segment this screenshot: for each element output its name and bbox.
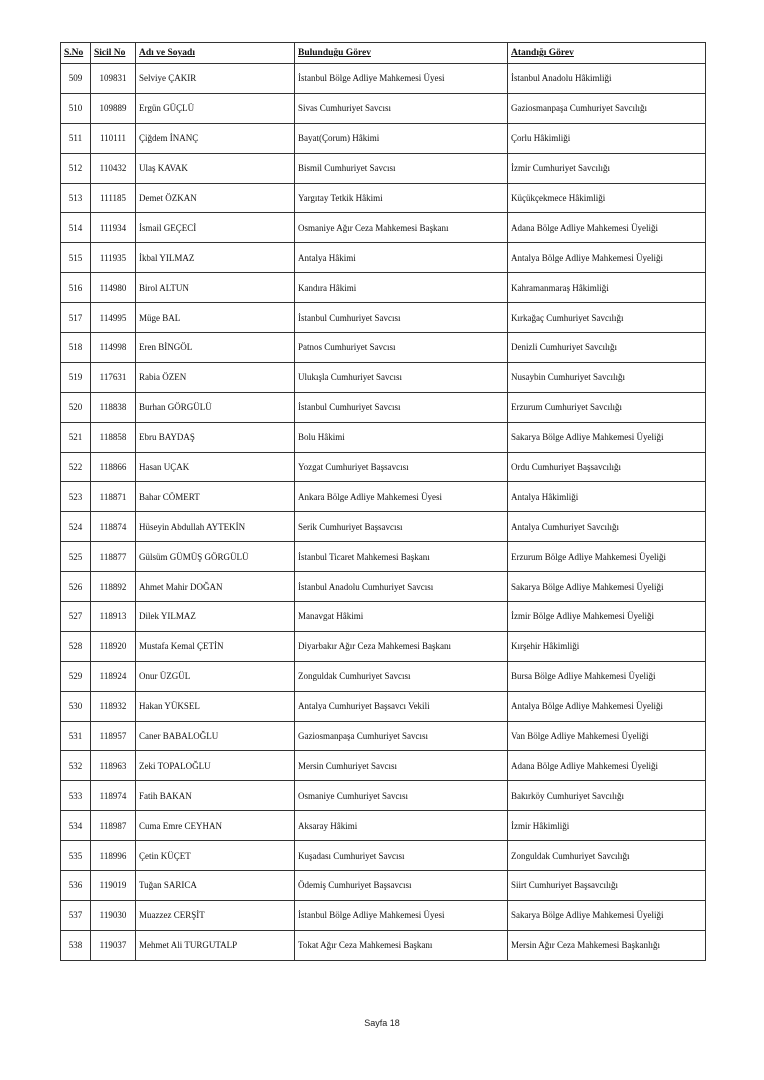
cell-sno: 530 xyxy=(61,691,91,721)
cell-sno: 509 xyxy=(61,64,91,94)
cell-name: Zeki TOPALOĞLU xyxy=(136,751,295,781)
cell-sicil-no: 119019 xyxy=(91,871,136,901)
cell-current-position: Diyarbakır Ağır Ceza Mahkemesi Başkanı xyxy=(295,631,508,661)
cell-name: Mehmet Ali TURGUTALP xyxy=(136,930,295,960)
cell-sicil-no: 118996 xyxy=(91,841,136,871)
cell-sno: 522 xyxy=(61,452,91,482)
cell-sno: 521 xyxy=(61,422,91,452)
cell-name: Müge BAL xyxy=(136,303,295,333)
cell-name: Mustafa Kemal ÇETİN xyxy=(136,631,295,661)
cell-current-position: Osmaniye Cumhuriyet Savcısı xyxy=(295,781,508,811)
cell-sno: 515 xyxy=(61,243,91,273)
cell-name: Hakan YÜKSEL xyxy=(136,691,295,721)
cell-name: Birol ALTUN xyxy=(136,273,295,303)
cell-name: Cuma Emre CEYHAN xyxy=(136,811,295,841)
cell-sicil-no: 119037 xyxy=(91,930,136,960)
header-name: Adı ve Soyadı xyxy=(136,43,295,64)
cell-current-position: İstanbul Anadolu Cumhuriyet Savcısı xyxy=(295,572,508,602)
table-body xyxy=(61,64,706,961)
cell-sno: 520 xyxy=(61,392,91,422)
cell-sno: 534 xyxy=(61,811,91,841)
table-row xyxy=(61,721,706,751)
cell-assigned-position: Gaziosmanpaşa Cumhuriyet Savcılığı xyxy=(508,93,706,123)
cell-sicil-no: 114995 xyxy=(91,303,136,333)
cell-sno: 523 xyxy=(61,482,91,512)
cell-assigned-position: Denizli Cumhuriyet Savcılığı xyxy=(508,333,706,363)
cell-sno: 518 xyxy=(61,333,91,363)
table-row xyxy=(61,243,706,273)
table-row xyxy=(61,392,706,422)
cell-name: Caner BABALOĞLU xyxy=(136,721,295,751)
cell-current-position: İstanbul Bölge Adliye Mahkemesi Üyesi xyxy=(295,64,508,94)
cell-assigned-position: Mersin Ağır Ceza Mahkemesi Başkanlığı xyxy=(508,930,706,960)
cell-sicil-no: 110432 xyxy=(91,153,136,183)
cell-current-position: Antalya Hâkimi xyxy=(295,243,508,273)
cell-sno: 528 xyxy=(61,631,91,661)
cell-sicil-no: 118838 xyxy=(91,392,136,422)
table-row xyxy=(61,183,706,213)
table-row xyxy=(61,362,706,392)
cell-current-position: Patnos Cumhuriyet Savcısı xyxy=(295,333,508,363)
cell-sicil-no: 111185 xyxy=(91,183,136,213)
table-row xyxy=(61,482,706,512)
cell-name: Çiğdem İNANÇ xyxy=(136,123,295,153)
cell-sicil-no: 118932 xyxy=(91,691,136,721)
cell-current-position: İstanbul Bölge Adliye Mahkemesi Üyesi xyxy=(295,900,508,930)
cell-name: Gülsüm GÜMÜŞ GÖRGÜLÜ xyxy=(136,542,295,572)
cell-sicil-no: 111935 xyxy=(91,243,136,273)
cell-sicil-no: 118913 xyxy=(91,602,136,632)
cell-sicil-no: 117631 xyxy=(91,362,136,392)
cell-assigned-position: Ordu Cumhuriyet Başsavcılığı xyxy=(508,452,706,482)
cell-name: Burhan GÖRGÜLÜ xyxy=(136,392,295,422)
cell-name: Ahmet Mahir DOĞAN xyxy=(136,572,295,602)
cell-sno: 513 xyxy=(61,183,91,213)
page-number: Sayfa 18 xyxy=(364,1018,400,1028)
table-row xyxy=(61,871,706,901)
cell-name: Fatih BAKAN xyxy=(136,781,295,811)
cell-assigned-position: Sakarya Bölge Adliye Mahkemesi Üyeliği xyxy=(508,572,706,602)
cell-name: Tuğan SARICA xyxy=(136,871,295,901)
cell-assigned-position: İzmir Cumhuriyet Savcılığı xyxy=(508,153,706,183)
cell-sno: 527 xyxy=(61,602,91,632)
table-row xyxy=(61,542,706,572)
cell-assigned-position: Antalya Bölge Adliye Mahkemesi Üyeliği xyxy=(508,243,706,273)
cell-sicil-no: 118874 xyxy=(91,512,136,542)
header-current-position: Bulunduğu Görev xyxy=(295,43,508,64)
cell-sno: 510 xyxy=(61,93,91,123)
cell-assigned-position: İzmir Bölge Adliye Mahkemesi Üyeliği xyxy=(508,602,706,632)
cell-sno: 526 xyxy=(61,572,91,602)
cell-sno: 514 xyxy=(61,213,91,243)
cell-sicil-no: 111934 xyxy=(91,213,136,243)
header-sno: S.No xyxy=(61,43,91,64)
cell-assigned-position: Bursa Bölge Adliye Mahkemesi Üyeliği xyxy=(508,661,706,691)
cell-assigned-position: Kırşehir Hâkimliği xyxy=(508,631,706,661)
cell-assigned-position: Siirt Cumhuriyet Başsavcılığı xyxy=(508,871,706,901)
cell-assigned-position: Erzurum Bölge Adliye Mahkemesi Üyeliği xyxy=(508,542,706,572)
cell-name: Dilek YILMAZ xyxy=(136,602,295,632)
cell-sno: 532 xyxy=(61,751,91,781)
table-row xyxy=(61,572,706,602)
cell-sno: 529 xyxy=(61,661,91,691)
cell-assigned-position: Bakırköy Cumhuriyet Savcılığı xyxy=(508,781,706,811)
cell-sicil-no: 118920 xyxy=(91,631,136,661)
cell-current-position: Sivas Cumhuriyet Savcısı xyxy=(295,93,508,123)
cell-assigned-position: Sakarya Bölge Adliye Mahkemesi Üyeliği xyxy=(508,422,706,452)
table-row xyxy=(61,781,706,811)
cell-name: Ebru BAYDAŞ xyxy=(136,422,295,452)
cell-sicil-no: 110111 xyxy=(91,123,136,153)
header-assigned-position: Atandığı Görev xyxy=(508,43,706,64)
cell-sicil-no: 118987 xyxy=(91,811,136,841)
cell-current-position: İstanbul Cumhuriyet Savcısı xyxy=(295,303,508,333)
cell-current-position: Tokat Ağır Ceza Mahkemesi Başkanı xyxy=(295,930,508,960)
cell-assigned-position: Sakarya Bölge Adliye Mahkemesi Üyeliği xyxy=(508,900,706,930)
table-row xyxy=(61,512,706,542)
cell-current-position: Yargıtay Tetkik Hâkimi xyxy=(295,183,508,213)
table-row xyxy=(61,64,706,94)
cell-current-position: Ulukışla Cumhuriyet Savcısı xyxy=(295,362,508,392)
cell-assigned-position: Küçükçekmece Hâkimliği xyxy=(508,183,706,213)
cell-sno: 511 xyxy=(61,123,91,153)
table-row xyxy=(61,661,706,691)
cell-name: Hasan UÇAK xyxy=(136,452,295,482)
cell-sicil-no: 109889 xyxy=(91,93,136,123)
cell-sno: 517 xyxy=(61,303,91,333)
cell-name: Onur ÜZGÜL xyxy=(136,661,295,691)
table-row xyxy=(61,602,706,632)
cell-sno: 516 xyxy=(61,273,91,303)
cell-current-position: Bayat(Çorum) Hâkimi xyxy=(295,123,508,153)
appointments-table xyxy=(60,42,706,961)
cell-current-position: Gaziosmanpaşa Cumhuriyet Savcısı xyxy=(295,721,508,751)
cell-sicil-no: 118924 xyxy=(91,661,136,691)
cell-name: Muazzez CERŞİT xyxy=(136,900,295,930)
cell-current-position: Serik Cumhuriyet Başsavcısı xyxy=(295,512,508,542)
cell-sno: 525 xyxy=(61,542,91,572)
cell-sicil-no: 109831 xyxy=(91,64,136,94)
table-row xyxy=(61,273,706,303)
table-row xyxy=(61,123,706,153)
table-row xyxy=(61,631,706,661)
cell-sicil-no: 118877 xyxy=(91,542,136,572)
cell-current-position: Manavgat Hâkimi xyxy=(295,602,508,632)
cell-current-position: Osmaniye Ağır Ceza Mahkemesi Başkanı xyxy=(295,213,508,243)
cell-name: Hüseyin Abdullah AYTEKİN xyxy=(136,512,295,542)
cell-assigned-position: Van Bölge Adliye Mahkemesi Üyeliği xyxy=(508,721,706,751)
cell-current-position: Antalya Cumhuriyet Başsavcı Vekili xyxy=(295,691,508,721)
cell-name: Çetin KÜÇET xyxy=(136,841,295,871)
cell-assigned-position: Zonguldak Cumhuriyet Savcılığı xyxy=(508,841,706,871)
cell-assigned-position: Adana Bölge Adliye Mahkemesi Üyeliği xyxy=(508,751,706,781)
cell-sno: 524 xyxy=(61,512,91,542)
cell-assigned-position: Nusaybin Cumhuriyet Savcılığı xyxy=(508,362,706,392)
cell-current-position: Aksaray Hâkimi xyxy=(295,811,508,841)
cell-assigned-position: İstanbul Anadolu Hâkimliği xyxy=(508,64,706,94)
cell-current-position: Ödemiş Cumhuriyet Başsavcısı xyxy=(295,871,508,901)
cell-name: Bahar CÖMERT xyxy=(136,482,295,512)
cell-current-position: Bismil Cumhuriyet Savcısı xyxy=(295,153,508,183)
cell-assigned-position: Adana Bölge Adliye Mahkemesi Üyeliği xyxy=(508,213,706,243)
cell-name: İsmail GEÇECİ xyxy=(136,213,295,243)
cell-sicil-no: 118866 xyxy=(91,452,136,482)
cell-sno: 531 xyxy=(61,721,91,751)
cell-sno: 535 xyxy=(61,841,91,871)
cell-sicil-no: 114980 xyxy=(91,273,136,303)
cell-sicil-no: 119030 xyxy=(91,900,136,930)
cell-sicil-no: 118892 xyxy=(91,572,136,602)
table-row xyxy=(61,811,706,841)
cell-name: Ergün GÜÇLÜ xyxy=(136,93,295,123)
table-row xyxy=(61,841,706,871)
cell-current-position: Bolu Hâkimi xyxy=(295,422,508,452)
cell-assigned-position: Kahramanmaraş Hâkimliği xyxy=(508,273,706,303)
table-row xyxy=(61,333,706,363)
cell-assigned-position: Çorlu Hâkimliği xyxy=(508,123,706,153)
table-row xyxy=(61,153,706,183)
table-row xyxy=(61,751,706,781)
cell-sno: 533 xyxy=(61,781,91,811)
cell-assigned-position: Antalya Hâkimliği xyxy=(508,482,706,512)
cell-assigned-position: Antalya Bölge Adliye Mahkemesi Üyeliği xyxy=(508,691,706,721)
cell-sicil-no: 118963 xyxy=(91,751,136,781)
table-row xyxy=(61,213,706,243)
cell-sno: 519 xyxy=(61,362,91,392)
cell-current-position: Kuşadası Cumhuriyet Savcısı xyxy=(295,841,508,871)
cell-name: Eren BİNGÖL xyxy=(136,333,295,363)
cell-sicil-no: 118871 xyxy=(91,482,136,512)
header-sicil-no: Sicil No xyxy=(91,43,136,64)
cell-name: Demet ÖZKAN xyxy=(136,183,295,213)
table-header-row xyxy=(61,43,706,64)
cell-sno: 537 xyxy=(61,900,91,930)
table-row xyxy=(61,452,706,482)
cell-assigned-position: Kırkağaç Cumhuriyet Savcılığı xyxy=(508,303,706,333)
table-row xyxy=(61,303,706,333)
cell-name: İkbal YILMAZ xyxy=(136,243,295,273)
cell-current-position: Yozgat Cumhuriyet Başsavcısı xyxy=(295,452,508,482)
cell-sno: 512 xyxy=(61,153,91,183)
cell-sicil-no: 118957 xyxy=(91,721,136,751)
cell-sno: 536 xyxy=(61,871,91,901)
table-row xyxy=(61,691,706,721)
cell-current-position: Kandıra Hâkimi xyxy=(295,273,508,303)
cell-sicil-no: 118858 xyxy=(91,422,136,452)
cell-name: Selviye ÇAKIR xyxy=(136,64,295,94)
cell-sno: 538 xyxy=(61,930,91,960)
cell-assigned-position: İzmir Hâkimliği xyxy=(508,811,706,841)
table-row xyxy=(61,900,706,930)
cell-current-position: Ankara Bölge Adliye Mahkemesi Üyesi xyxy=(295,482,508,512)
table-row xyxy=(61,422,706,452)
cell-current-position: Mersin Cumhuriyet Savcısı xyxy=(295,751,508,781)
cell-current-position: Zonguldak Cumhuriyet Savcısı xyxy=(295,661,508,691)
cell-current-position: İstanbul Cumhuriyet Savcısı xyxy=(295,392,508,422)
cell-assigned-position: Antalya Cumhuriyet Savcılığı xyxy=(508,512,706,542)
table-row xyxy=(61,93,706,123)
cell-sicil-no: 118974 xyxy=(91,781,136,811)
cell-name: Ulaş KAVAK xyxy=(136,153,295,183)
cell-assigned-position: Erzurum Cumhuriyet Savcılığı xyxy=(508,392,706,422)
table-row xyxy=(61,930,706,960)
cell-current-position: İstanbul Ticaret Mahkemesi Başkanı xyxy=(295,542,508,572)
cell-name: Rabia ÖZEN xyxy=(136,362,295,392)
cell-sicil-no: 114998 xyxy=(91,333,136,363)
